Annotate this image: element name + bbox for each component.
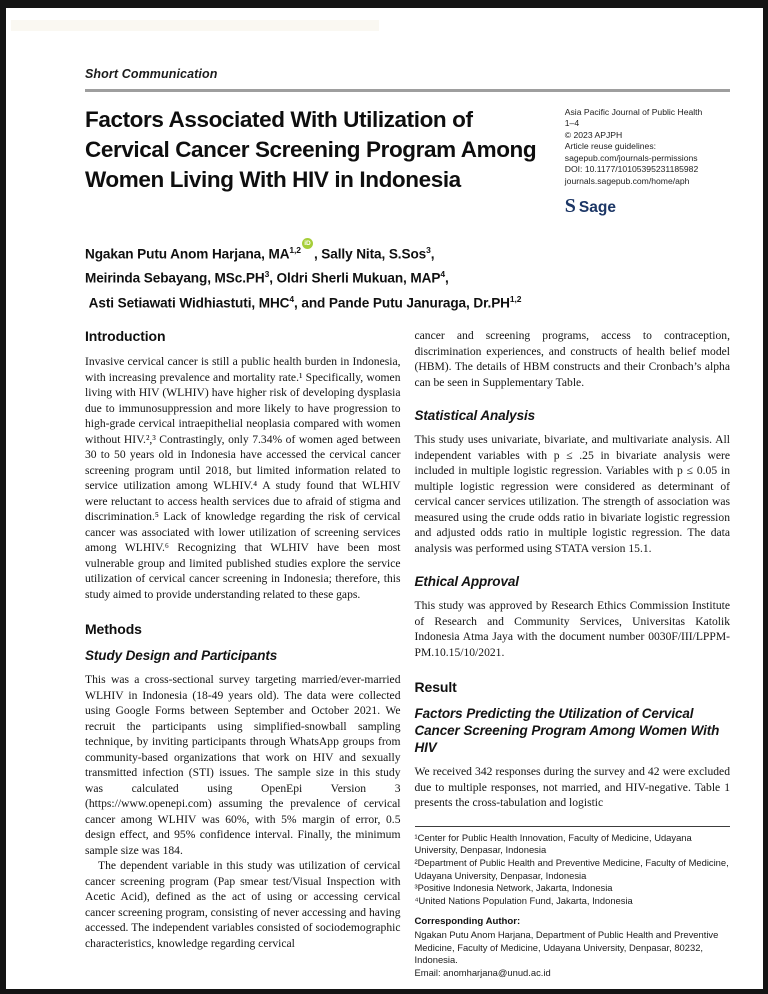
- header-rule: [85, 89, 730, 92]
- result-paragraph: We received 342 responses during the survey and 42 were excluded due to multiple responses, not married, and HIV-negative. Table 1 presents the cross-tabulation and logistic: [414, 765, 730, 810]
- author-list: [85, 240, 730, 314]
- author-affil-sup: 4: [289, 293, 295, 304]
- ethical-approval-paragraph: This study was approved by Research Ethics Commission Institute of Research and Community Services, Universitas Katolik Indonesia Atma Jaya with the document number 0030F/III/LPPM-PM.10.15/10/2021.: [414, 599, 730, 659]
- author-affil-sup: 3: [264, 269, 270, 280]
- journal-copyright: © 2023 APJPH: [564, 129, 623, 140]
- title-line-3: Women Living With HIV in Indonesia: [85, 166, 461, 192]
- reuse-guidelines-label: Article reuse guidelines:: [564, 141, 657, 152]
- author-line-2: [85, 264, 730, 289]
- two-column-body: [85, 328, 730, 979]
- section-heading-methods: Methods: [85, 621, 142, 638]
- footnote-rule: [415, 826, 731, 827]
- subheading-statistical-analysis: Statistical Analysis: [414, 408, 536, 424]
- methods-continuation-paragraph: cancer and screening programs, access to contraception, discrimination experiences, and constructs of health belief model (HBM). The details of HBM constructs and their Cronbach’s alpha can be seen in Supplementary Table.: [414, 329, 730, 389]
- affiliation-4: ⁴United Nations Population Fund, Jakarta, Indonesia: [414, 894, 633, 906]
- author-affil-sup: 1,2: [289, 244, 301, 255]
- author-name: Meirinda Sebayang, MSc.PH: [85, 270, 265, 286]
- affiliation-1: ¹Center for Public Health Innovation, Faculty of Medicine, Udayana University, Denpasar, Indonesia: [414, 831, 692, 856]
- subheading-result-factors: Factors Predicting the Utilization of Cervical Cancer Screening Program Among Women With HIV: [414, 706, 720, 756]
- journal-doi: DOI: 10.1177/10105395231185982: [564, 164, 699, 175]
- sage-logo-word: Sage: [578, 198, 616, 216]
- introduction-paragraph: Invasive cervical cancer is still a public health burden in Indonesia, with increasing prevalence and mortality rate.¹ Specifically, women living with HIV (WLHIV) have higher risk of developing dysplasia due to immunosuppression and more likely to have progression to high-grade cervical intraepithelial neoplasia compared with women without HIV.²,³ Contrastingly, only 7.34% of women aged between 30 to 50 years old in Indonesia have accessed the cervical cancer screening program until 2018, but limited information related to service utilization among WLHIV.⁴ A study found that WLHIV were reluctant to access health services due to afraid of stigma and discrimination.⁵ Lack of knowledge regarding the risk of cervical cancer was associated with lower utilization of screening services among WLHIV.⁶ Recognizing that WLHIV have been most vulnerable group and limited published studies explore the service utilization of cervical cancer screening in Indonesia; therefore, this study aimed to provide understanding related to these gaps.: [85, 355, 401, 601]
- corresponding-author-label: Corresponding Author:: [414, 916, 521, 928]
- journal-pages: 1–4: [564, 118, 580, 129]
- footnote-block: [415, 826, 731, 980]
- journal-name: Asia Pacific Journal of Public Health: [564, 106, 703, 117]
- page-frame: [6, 8, 763, 989]
- orcid-icon[interactable]: iD: [302, 238, 313, 249]
- sage-logo: [565, 195, 730, 218]
- affiliation-2: ²Department of Public Health and Preventive Medicine, Faculty of Medicine, Udayana University, Denpasar, Indonesia: [414, 856, 729, 881]
- author-name: , and Pande Putu Januraga, Dr.PH: [294, 295, 510, 311]
- author-name: , Oldri Sherli Mukuan, MAP: [269, 270, 441, 286]
- subheading-ethical-approval: Ethical Approval: [414, 574, 519, 590]
- author-name: , Sally Nita, S.Sos: [313, 246, 427, 262]
- subheading-study-design: Study Design and Participants: [85, 648, 278, 664]
- category-label: Short Communication: [85, 67, 218, 81]
- statistical-analysis-paragraph: This study uses univariate, bivariate, and multivariate analysis. All independent variables with p ≤ .25 in bivariate analysis were included in multiple logistic regression. Variables with p ≤ 0.05 in multiple logistic regression were considered as determinant of cervical cancer services utilization. The strength of association was measured using the crude odds ratio in bivariate logistic regression and adjusted odds ratio in multiple logistic regression. The data analysis was performed using STATA version 15.1.: [414, 433, 730, 555]
- affiliation-3: ³Positive Indonesia Network, Jakarta, Indonesia: [414, 882, 613, 894]
- journal-home-link[interactable]: journals.sagepub.com/home/aph: [564, 176, 690, 187]
- author-affil-sup: 1,2: [509, 293, 522, 304]
- title-line-2: Cervical Cancer Screening Program Among: [85, 136, 537, 162]
- permissions-link[interactable]: sagepub.com/journals-permissions: [564, 152, 698, 163]
- author-affil-sup: 3: [426, 244, 431, 255]
- right-column: [415, 328, 731, 979]
- corresponding-author-text: Ngakan Putu Anom Harjana, Department of Public Health and Preventive Medicine, Faculty of Medicine, Udayana University, Denpasar, 80232, Indonesia.: [414, 928, 719, 966]
- author-line-1: [85, 240, 730, 265]
- methods-paragraph-1: This was a cross-sectional survey targeting married/ever-married WLHIV in Indonesia (18-49 years old). The data were collected using Google Forms between September and October 2021. We recruit the participants using simplified-snowball sampling technique, by inviting participants through WhatsApp groups from community-based organizations that work on HIV and sexually transmitted infection (STI) issues. The sample size in this study was calculated using OpenEpi Version 3 (https://www.openepi.com) assuming the prevalence of cervical cancer among WLHIV was 60%, with 5% margin of error, 0.5 design effect, and 95% confidence interval. Finally, the minimum sample size was 184.: [85, 673, 401, 857]
- methods-paragraph-2: The dependent variable in this study was utilization of cervical cancer screening program (Pap smear test/Visual Inspection with Acetic Acid), defined as the act of using or accessing cervical cancer screening program, consisting of never accessing and having accessed. The independent variables consisted of sociodemographic characteristics, knowledge regarding cervical: [85, 859, 401, 950]
- page-title: [85, 105, 565, 218]
- author-separator: ,: [444, 270, 449, 286]
- sage-logo-s-icon: S: [564, 194, 575, 217]
- section-heading-introduction: Introduction: [85, 328, 166, 345]
- corresponding-author-email[interactable]: Email: anomharjana@unud.ac.id: [414, 966, 551, 978]
- title-line-1: Factors Associated With Utilization of: [85, 106, 473, 132]
- page-content: [6, 8, 763, 989]
- author-name: Ngakan Putu Anom Harjana, MA: [85, 246, 290, 262]
- journal-info: [565, 105, 730, 218]
- author-line-3: [85, 289, 730, 314]
- header-row: [85, 105, 730, 218]
- author-separator: ,: [430, 246, 435, 262]
- author-affil-sup: 4: [440, 269, 445, 280]
- left-column: [85, 328, 401, 979]
- author-name: Asti Setiawati Widhiastuti, MHC: [85, 295, 290, 311]
- section-heading-result: Result: [414, 679, 457, 696]
